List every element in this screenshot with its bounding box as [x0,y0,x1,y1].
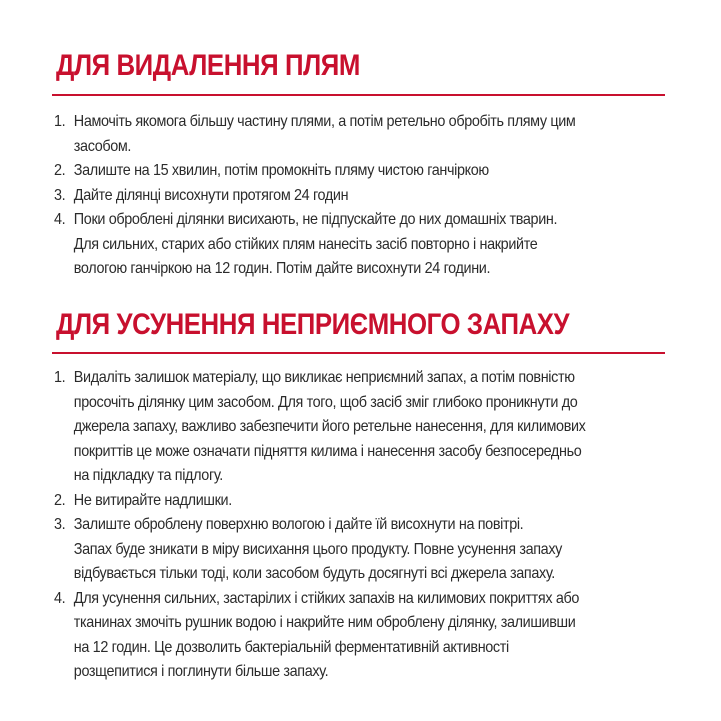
step-number: 1. [54,113,66,130]
step-number: 4. [54,211,66,228]
stain-step-4 [54,208,686,282]
stain-removal-steps [54,110,694,282]
step-number: 2. [54,162,66,179]
odor-step-4 [54,587,686,685]
stain-step-1 [54,110,686,159]
step-number: 3. [54,186,66,204]
step-text: Залиште оброблену поверхню вологою і дайте їй висохнути на повітрі. Запах буде зникати в міру висихання цього продукту. Повне усунення запаху відбувається тільки тоді, коли засобом будуть досягнуті всі джерела запаху. [73,516,563,582]
step-text: Поки оброблені ділянки висихають, не підпускайте до них домашніх тварин. Для сильних, старих або стійких плям нанесіть засіб повторно і накрийте вологою ганчіркою на 12 годин. Потім дайте висохнути 24 години. [73,211,558,277]
step-text: Дайте ділянці висохнути протягом 24 годин [73,186,349,204]
step-number: 4. [54,589,66,607]
odor-removal-divider [52,352,665,354]
stain-removal-divider [52,94,665,96]
odor-step-1 [54,366,686,489]
stain-step-3 [54,184,686,209]
odor-step-3 [54,513,686,587]
step-text: Залиште на 15 хвилин, потім промокніть пляму чистою ганчіркою [73,162,489,179]
step-text: Намочіть якомога більшу частину плями, а потім ретельно обробіть пляму цим засобом. [73,113,576,155]
step-number: 3. [54,516,66,533]
step-text: Для усунення сильних, застарілих і стійких запахів на килимових покриттях або тканинах змочіть рушник водою і накрийте ним оброблену ділянку, залишивши на 12 годин. Це дозволить бактеріальній ферментативній активності розщепитися і поглинути більше запаху. [73,589,580,680]
step-text: Не витирайте надлишки. [73,491,232,509]
stain-step-2 [54,159,686,184]
stain-removal-title: ДЛЯ ВИДАЛЕННЯ ПЛЯМ [56,49,360,82]
step-number: 1. [54,369,66,386]
odor-step-2 [54,489,686,514]
odor-removal-title: ДЛЯ УСУНЕННЯ НЕПРИЄМНОГО ЗАПАХУ [56,308,570,341]
step-text: Видаліть залишок матеріалу, що викликає неприємний запах, а потім повністю просочіть ділянку цим засобом. Для того, щоб засіб зміг глибоко проникнути до джерела запаху, важливо забезпечити його ретельне нанесення, для килимових покриттів це може означати підняття килима і нанесення засобу безпосередньо на підкладку та підлогу. [73,369,586,484]
odor-removal-steps [54,366,694,685]
step-number: 2. [54,491,66,509]
